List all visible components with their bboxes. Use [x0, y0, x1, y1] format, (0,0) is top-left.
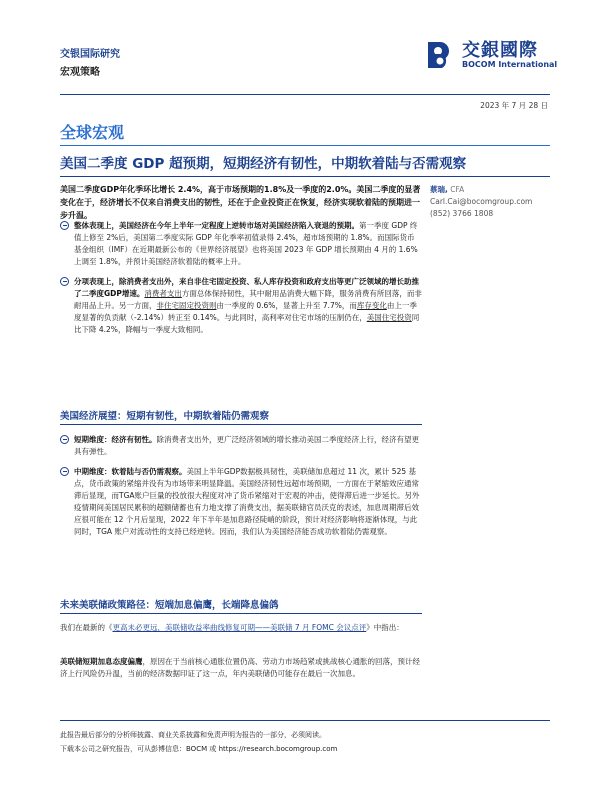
- author-cert: CFA: [447, 185, 465, 194]
- bullet-icon: [60, 277, 69, 286]
- list-item: [60, 220, 422, 268]
- header-divider: [60, 94, 550, 95]
- quote-post: 》中指出：: [366, 623, 404, 632]
- footer: [60, 728, 337, 756]
- download-text[interactable]: 下载本公司之研究报告，可从彭博信息：BOCM 或 https://research.bocomgroup.com: [60, 745, 338, 753]
- policy-heading: 未来美联储政策路径：短端加息偏鹰，长端降息偏鸽: [60, 600, 279, 611]
- bullet-text: 由上一季度显著的负贡献（-2.14%）转正至 0.14%。与此同时，高利率对住宅市场的压制仍在，: [74, 301, 417, 322]
- author-phone: (852) 3766 1808: [430, 209, 494, 218]
- underlined-term: 消费者支出: [144, 289, 182, 298]
- overview-bullets: [60, 220, 422, 344]
- underlined-term: 美国住宅投资: [366, 313, 412, 322]
- bullet-text: 由一季度的 0.6%，显著上升至 7.7%，而: [216, 301, 357, 310]
- bullet-icon: [60, 435, 69, 444]
- section-divider: [60, 145, 550, 146]
- report-date: 2023 年 7 月 28 日: [480, 101, 548, 110]
- section-title: 全球宏观: [60, 123, 125, 142]
- bullet-text: 方面总体保持韧性，其中耐用品消费大幅下降，服务消费有所回落，而非耐用品上升。另一方面，: [74, 289, 422, 310]
- disclaimer-text: 此报告最后部分的分析师披露、商业关系披露和免责声明为报告的一部分，必须阅读。: [60, 731, 326, 739]
- bullet-icon: [60, 221, 69, 230]
- bullet-bold: 短期维度：经济有韧性。: [74, 435, 157, 444]
- policy-divider: [60, 613, 422, 614]
- bullet-text: 第一季度 GDP 终值上修至 2%后，美国第二季度实际 GDP 年化季率初值录得 2.4%，超市场预期的 1.8%。而国际货币基金组织（IMF）在近期最新公布的《世界经济展望》也将美国 2023 年 GDP 增长预期由 4 月的 1.6%上调至 1.8%，并预计美国经济软着陆的概率上升。: [74, 221, 418, 266]
- report-link[interactable]: 更高未必更远，美联储收益率曲线修复可期——美联储 7 月 FOMC 会议点评: [112, 623, 367, 632]
- footer-divider: [60, 720, 550, 721]
- bullet-icon: [60, 467, 69, 476]
- author-email[interactable]: Carl.Cai@bocomgroup.com: [430, 197, 533, 206]
- bullet-text: 除消费者支出外，更广泛经济领域的增长推动美国二季度经济上行，经济有望更具有弹性。: [74, 435, 419, 456]
- headline-divider: [60, 176, 550, 177]
- policy-text: ，原因在于当前核心通胀位置仍高、劳动力市场趋紧或挑战核心通胀的回落，预计经济上行风险仍升温，当前的经济数据印证了这一点，年内美联储仍可能存在最后一次加息。: [60, 657, 420, 678]
- bullet-bold: 分项表现上，除消费者支出外，来自非住宅固定投资、私人库存投资和政府支出等更广泛领域的增长助推了二季度GDP增速。: [74, 277, 419, 298]
- bullet-text: 美国上半年GDP数据极具韧性，美联储加息超过 11 次，累计 525 基点，货币政策的紧缩并没有为市场带来明显降温。美国经济韧性远超市场预期，一方面在于紧缩效应通常滞后显现，而TGA账户巨量的投放很大程度对冲了货币紧缩对于宏观的冲击，使得滞后进一步延长。另外疫情期间美国居民累积的超额储蓄也有力地支撑了消费支出，据美联储官员沃克的表述，加息周期滞后效应很可能在 12 个月后显现，2022 年下半年是加息路径陡峭的阶段，预计对经济影响将逐渐体现，与此同时，TGA 账户对流动性的支持已经逆转。因而，我们认为美国经济能否成功软着陆仍需观察。: [74, 467, 420, 536]
- quote-pre: 我们在最新的《: [60, 623, 113, 632]
- author-name: 蔡瑞,: [430, 185, 448, 194]
- header-left: [60, 48, 120, 80]
- logo-chinese-text: 交銀國際: [462, 40, 538, 61]
- bocom-logo: [424, 36, 574, 76]
- report-headline: 美国二季度 GDP 超预期，短期经济有韧性，中期软着陆与否需观察: [60, 156, 467, 172]
- logo-english-text: BOCOM International: [462, 60, 558, 69]
- outlook-heading: 美国经济展望：短期有韧性，中期软着陆仍需观察: [60, 411, 270, 422]
- quote-paragraph: [60, 622, 422, 634]
- summary-paragraph: 美国二季度GDP年化季环比增长 2.4%，高于市场预期的1.8%及一季度的2.0%。美国二季度的显著变化在于，经济增长不仅来自消费支出的韧性，还在于企业投资正在恢复，经济实现软着陆的预期进一步升温。: [60, 185, 421, 220]
- policy-paragraph: [60, 656, 422, 680]
- list-item: [60, 276, 422, 336]
- strategy-label: 宏观策略: [60, 67, 100, 78]
- underlined-term: 库存变化: [356, 301, 387, 310]
- list-item: [60, 466, 422, 538]
- list-item: [60, 434, 422, 458]
- author-block: [430, 184, 532, 220]
- bullet-bold: 中期维度：软着陆与否仍需观察。: [74, 467, 187, 476]
- bullet-bold: 整体表现上，美国经济在今年上半年一定程度上逆转市场对美国经济陷入衰退的预期。: [74, 221, 359, 230]
- research-label: 交银国际研究: [60, 49, 120, 60]
- outlook-divider: [60, 424, 422, 425]
- bocom-logo-icon: [424, 38, 456, 70]
- bullet-text: 同比下降 4.2%，降幅与一季度大致相同。: [74, 313, 420, 334]
- policy-bold: 美联储短期加息态度偏鹰: [60, 657, 143, 666]
- underlined-term: 非住宅固定投资则: [156, 301, 217, 310]
- outlook-bullets: [60, 434, 422, 546]
